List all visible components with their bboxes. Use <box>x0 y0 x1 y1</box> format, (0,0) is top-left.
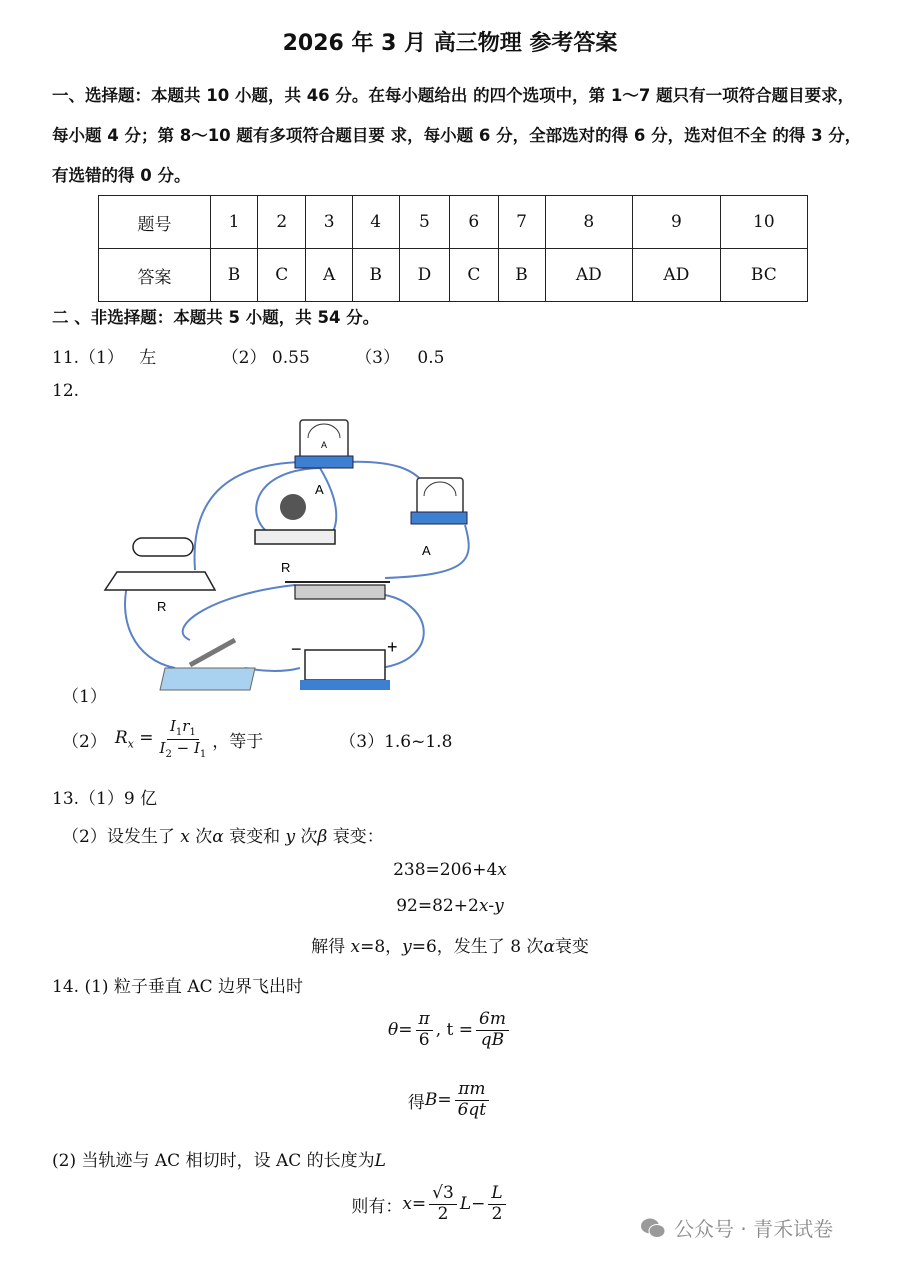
table-cell: B <box>352 249 399 302</box>
q14-part2: (2) 当轨迹与 AC 相切时，设 AC 的长度为L <box>52 1151 386 1171</box>
q13-equation-2: 92=82+2x-y <box>396 896 504 916</box>
section2-heading: 二 、非选择题：本题共 5 小题，共 54 分。 <box>52 308 380 327</box>
table-cell: 6 <box>450 196 499 249</box>
table-cell: B <box>498 249 545 302</box>
ammeter-top-icon <box>295 420 353 468</box>
ammeter-label-2: A <box>422 543 431 558</box>
table-answer-label: 答案 <box>99 249 211 302</box>
section1-instructions: 一、选择题：本题共 10 小题，共 46 分。在每小题给出 的四个选项中，第 1～7 题只有一项符合题目要求，每小题 4 分；第 8～10 题有多项符合题目要 求，每小题 6 分，全部选对的得 6 分，选对但不全 的得 3 分，有选错的得 0 分。 <box>52 86 862 185</box>
battery-plus: + <box>387 637 398 657</box>
q12-number: 12. <box>52 381 80 401</box>
resistor-label: R <box>281 560 291 575</box>
table-cell: BC <box>720 249 807 302</box>
q14-equation-2: 得 B = $\frac{\pi m}{6qt}$ <box>0 1080 900 1120</box>
table-header-label: 题号 <box>99 196 211 249</box>
svg-text:A: A <box>320 440 328 450</box>
q13-solution: 解得 x=8，y=6，发生了 8 次α衰变 <box>311 937 589 957</box>
table-cell: 3 <box>306 196 352 249</box>
table-row-answers <box>99 249 808 302</box>
table-cell: 10 <box>720 196 807 249</box>
q13-part1: 13.（1）9 亿 <box>52 789 158 809</box>
table-cell: C <box>450 249 499 302</box>
table-cell: 7 <box>498 196 545 249</box>
resistor-label-2: R <box>157 599 167 614</box>
table-cell: 9 <box>633 196 721 249</box>
q11-answer: 11.（1） 左 （2） 0.55 （3） 0.5 <box>52 348 445 368</box>
table-cell: 1 <box>211 196 258 249</box>
table-row-numbers <box>99 196 808 249</box>
table-cell: 5 <box>399 196 449 249</box>
q12-part1: （1） <box>62 687 107 707</box>
battery-minus: − <box>291 639 302 659</box>
table-cell: C <box>257 249 306 302</box>
q14-part1: 14. (1) 粒子垂直 AC 边界飞出时 <box>52 977 304 997</box>
page-title: 2026 年 3 月 高三物理 参考答案 <box>282 31 618 56</box>
ammeter-label: A <box>315 482 324 497</box>
battery-icon <box>300 650 390 690</box>
rheostat-icon <box>285 582 390 599</box>
table-cell: B <box>211 249 258 302</box>
q13-equation-1: 238=206+4x <box>393 860 507 880</box>
answer-table <box>98 195 808 302</box>
q13-part2: （2）设发生了 x 次α 衰变和 y 次β 衰变： <box>62 827 384 847</box>
switch-icon <box>160 640 255 690</box>
table-cell: 8 <box>545 196 633 249</box>
q14-equation-3: 则有： x = $\frac{√3}{2}$ L − $\frac{L}{2}$ <box>0 1184 880 1224</box>
wechat-icon <box>640 1217 666 1239</box>
q14-equation-1: θ = $\frac{\pi}{6}$ , t = $\frac{6m}{qB}$ <box>0 1010 900 1050</box>
watermark: 公众号 · 青禾试卷 <box>640 1213 833 1242</box>
resistor-left-icon <box>105 538 215 590</box>
ammeter-right-icon <box>411 478 467 524</box>
resistor-ball-icon <box>255 494 335 544</box>
table-cell: 2 <box>257 196 306 249</box>
table-cell: A <box>306 249 352 302</box>
q12-part2: （2） $R_x$ = $\frac{I_1r_1}{I_2 - I_1}$ ，等于 （3）1.6~1.8 <box>62 717 453 760</box>
table-cell: AD <box>545 249 633 302</box>
table-cell: D <box>399 249 449 302</box>
table-cell: AD <box>633 249 721 302</box>
table-cell: 4 <box>352 196 399 249</box>
circuit-diagram <box>95 410 495 700</box>
